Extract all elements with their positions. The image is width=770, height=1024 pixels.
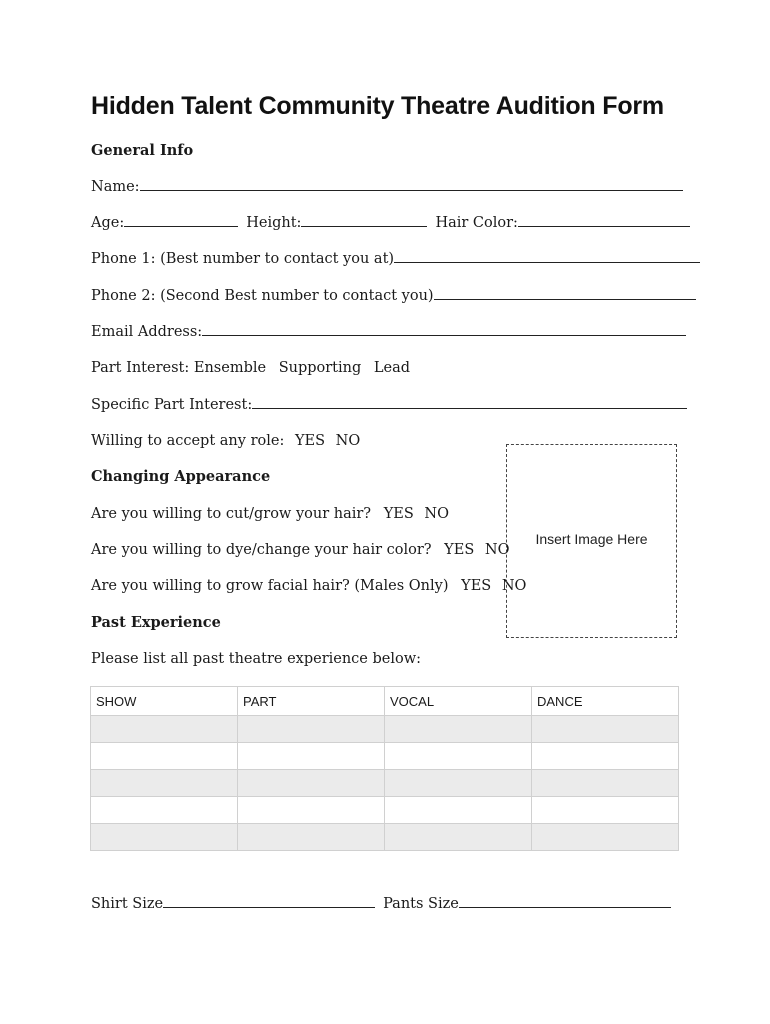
- part-option-lead[interactable]: Lead: [373, 360, 411, 376]
- phone1-label: Phone 1: (Best number to contact you at): [91, 251, 395, 267]
- hair-dye-yes[interactable]: YES: [444, 542, 475, 558]
- table-cell[interactable]: [385, 824, 532, 851]
- facial-hair-row: [91, 577, 526, 595]
- willing-role-yes[interactable]: YES: [294, 433, 326, 449]
- table-cell[interactable]: [91, 770, 238, 797]
- phone1-row: [91, 250, 700, 268]
- table-header-row: [91, 687, 679, 716]
- email-label: Email Address:: [91, 324, 203, 340]
- table-header-vocal: VOCAL: [385, 687, 532, 716]
- height-label: Height:: [246, 215, 302, 231]
- part-interest-label: Part Interest:: [91, 360, 190, 376]
- past-experience-heading: Past Experience: [91, 614, 221, 631]
- hair-cut-no[interactable]: NO: [424, 506, 449, 522]
- experience-instruction: Please list all past theatre experience below:: [91, 651, 422, 667]
- willing-role-no[interactable]: NO: [335, 433, 361, 449]
- image-placeholder-box[interactable]: [506, 444, 677, 638]
- table-cell[interactable]: [385, 797, 532, 824]
- table-cell[interactable]: [238, 770, 385, 797]
- facial-hair-yes[interactable]: YES: [461, 578, 492, 594]
- experience-table: [90, 686, 679, 851]
- email-row: [91, 323, 686, 341]
- willing-role-label: Willing to accept any role:: [91, 433, 285, 449]
- age-label: Age:: [91, 215, 125, 231]
- name-row: [91, 178, 683, 196]
- table-cell[interactable]: [532, 797, 679, 824]
- hair-color-label: Hair Color:: [435, 215, 518, 231]
- hair-dye-row: [91, 541, 509, 559]
- sizes-row: [91, 895, 671, 913]
- table-cell[interactable]: [91, 824, 238, 851]
- age-height-hair-row: [91, 214, 690, 232]
- facial-hair-question: Are you willing to grow facial hair? (Males Only): [91, 578, 449, 594]
- shirt-size-field[interactable]: [163, 895, 375, 908]
- hair-dye-question: Are you willing to dye/change your hair color?: [91, 542, 432, 558]
- part-option-supporting[interactable]: Supporting: [278, 360, 362, 376]
- table-cell[interactable]: [532, 716, 679, 743]
- table-cell[interactable]: [532, 824, 679, 851]
- changing-appearance-heading: Changing Appearance: [91, 468, 271, 485]
- hair-cut-yes[interactable]: YES: [383, 506, 414, 522]
- phone2-field[interactable]: [434, 287, 696, 300]
- table-cell[interactable]: [238, 797, 385, 824]
- facial-hair-no[interactable]: NO: [501, 578, 527, 594]
- table-cell[interactable]: [91, 743, 238, 770]
- table-cell[interactable]: [385, 770, 532, 797]
- image-placeholder-label: Insert Image Here: [535, 531, 648, 547]
- specific-part-field[interactable]: [252, 396, 687, 409]
- general-info-heading: General Info: [91, 142, 194, 159]
- table-cell[interactable]: [238, 743, 385, 770]
- table-cell[interactable]: [238, 716, 385, 743]
- height-field[interactable]: [301, 214, 427, 227]
- phone1-field[interactable]: [394, 250, 700, 263]
- table-cell[interactable]: [385, 743, 532, 770]
- part-interest-row: [91, 359, 410, 377]
- table-row: [91, 743, 679, 770]
- table-cell[interactable]: [385, 716, 532, 743]
- pants-size-label: Pants Size: [383, 896, 459, 912]
- form-title: Hidden Talent Community Theatre Audition Form: [91, 92, 664, 120]
- table-cell[interactable]: [532, 743, 679, 770]
- shirt-size-label: Shirt Size: [91, 896, 164, 912]
- table-cell[interactable]: [91, 716, 238, 743]
- table-header-show: SHOW: [91, 687, 238, 716]
- hair-cut-question: Are you willing to cut/grow your hair?: [91, 506, 372, 522]
- table-header-part: PART: [238, 687, 385, 716]
- table-row: [91, 770, 679, 797]
- table-cell[interactable]: [238, 824, 385, 851]
- table-row: [91, 797, 679, 824]
- phone2-row: [91, 287, 696, 305]
- hair-color-field[interactable]: [518, 214, 690, 227]
- specific-part-label: Specific Part Interest:: [91, 397, 253, 413]
- willing-role-row: [91, 432, 360, 450]
- table-cell[interactable]: [91, 797, 238, 824]
- name-field[interactable]: [140, 178, 683, 191]
- table-cell[interactable]: [532, 770, 679, 797]
- hair-dye-no[interactable]: NO: [484, 542, 510, 558]
- table-row: [91, 824, 679, 851]
- table-row: [91, 716, 679, 743]
- hair-cut-row: [91, 505, 449, 523]
- part-option-ensemble[interactable]: Ensemble: [193, 360, 267, 376]
- table-header-dance: DANCE: [532, 687, 679, 716]
- pants-size-field[interactable]: [459, 895, 671, 908]
- age-field[interactable]: [124, 214, 238, 227]
- name-label: Name:: [91, 179, 140, 195]
- email-field[interactable]: [202, 323, 686, 336]
- phone2-label: Phone 2: (Second Best number to contact you): [91, 288, 434, 304]
- specific-part-row: [91, 396, 687, 414]
